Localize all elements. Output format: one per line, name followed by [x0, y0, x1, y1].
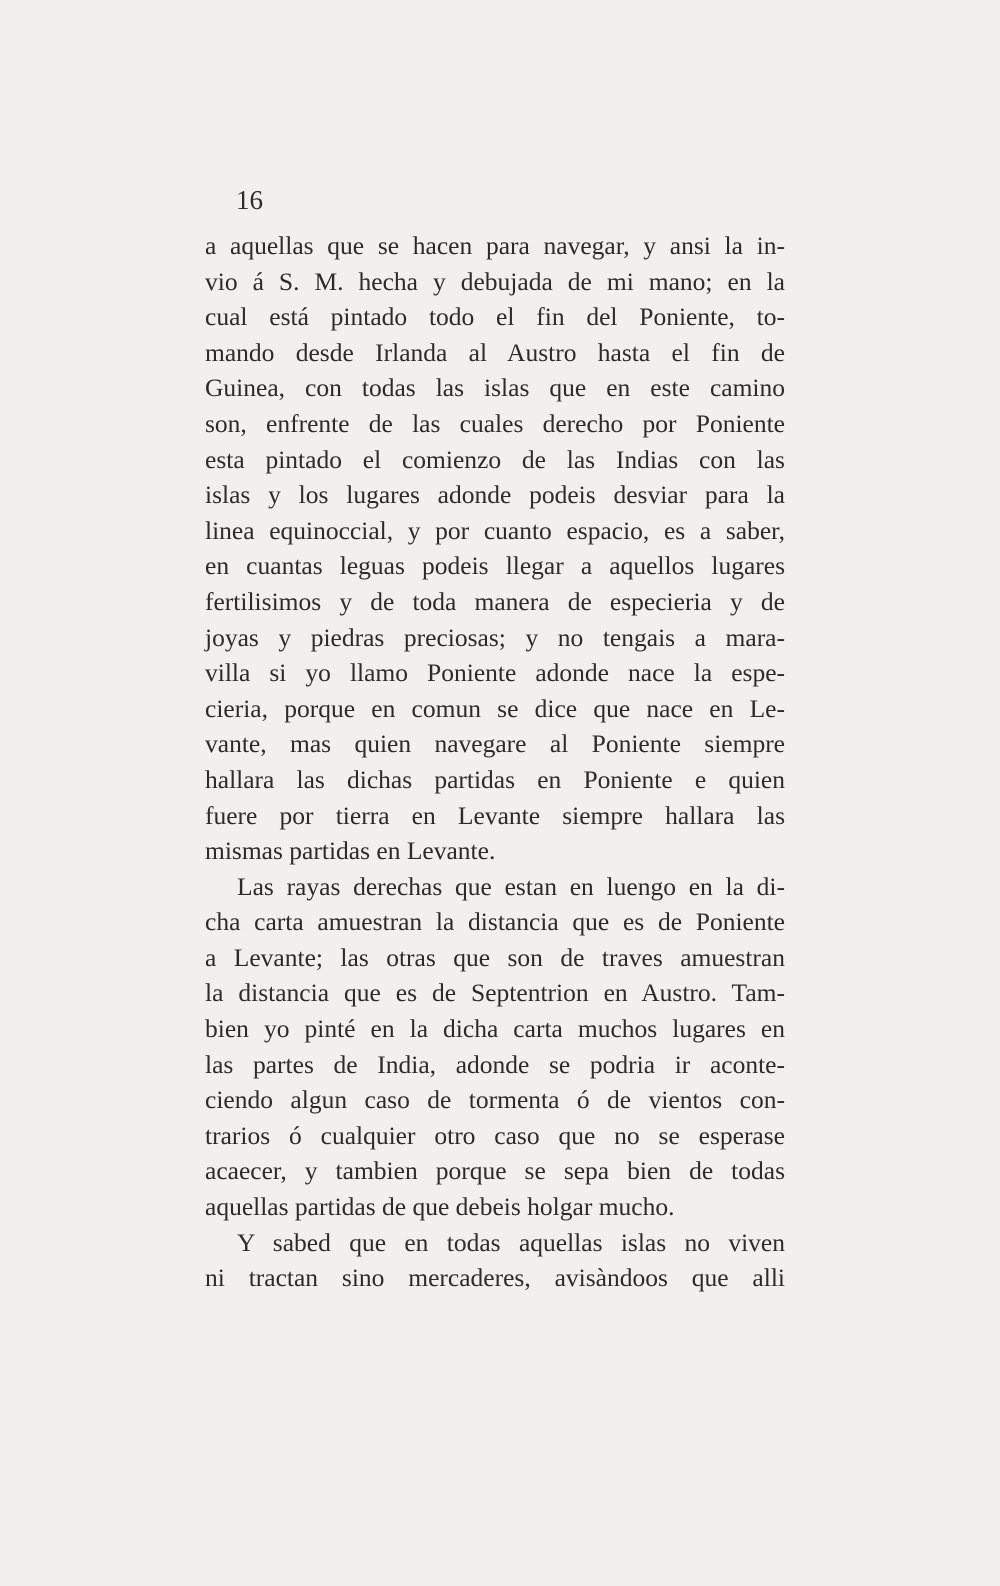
- text-line: fertilisimos y de toda manera de especieria y de: [205, 586, 785, 616]
- text-line: ni tractan sino mercaderes, avisàndoos que alli: [205, 1263, 785, 1293]
- paragraph-last-line: mismas partidas en Levante.: [205, 836, 496, 866]
- paragraph-first-line: Y sabed que en todas aquellas islas no viven: [237, 1227, 785, 1257]
- text-line: ciendo algun caso de tormenta ó de vientos con-: [205, 1085, 785, 1115]
- page-number: 16: [236, 185, 263, 215]
- text-line: linea equinoccial, y por cuanto espacio, es a saber,: [205, 515, 785, 545]
- text-line: fuere por tierra en Levante siempre hallara las: [205, 800, 785, 830]
- text-line: vante, mas quien navegare al Poniente siempre: [205, 729, 785, 759]
- text-line: villa si yo llamo Poniente adonde nace la espe-: [205, 658, 785, 688]
- text-line: islas y los lugares adonde podeis desviar para la: [205, 480, 785, 510]
- text-line: Guinea, con todas las islas que en este camino: [205, 373, 785, 403]
- text-line: acaecer, y tambien porque se sepa bien de todas: [205, 1156, 785, 1186]
- text-line: son, enfrente de las cuales derecho por Poniente: [205, 408, 785, 438]
- text-line: trarios ó cualquier otro caso que no se esperase: [205, 1120, 785, 1150]
- paragraph-last-line: aquellas partidas de que debeis holgar mucho.: [205, 1192, 675, 1222]
- text-line: hallara las dichas partidas en Poniente e quien: [205, 764, 785, 794]
- text-line: mando desde Irlanda al Austro hasta el fin de: [205, 337, 785, 367]
- text-line: cual está pintado todo el fin del Poniente, to-: [205, 302, 785, 332]
- text-line: bien yo pinté en la dicha carta muchos lugares en: [205, 1014, 785, 1044]
- body-text: [205, 228, 785, 1296]
- text-line: las partes de India, adonde se podria ir aconte-: [205, 1049, 785, 1079]
- text-line: joyas y piedras preciosas; y no tengais a mara-: [205, 622, 785, 652]
- text-line: cha carta amuestran la distancia que es de Poniente: [205, 907, 785, 937]
- text-line: a aquellas que se hacen para navegar, y ansi la in-: [205, 231, 785, 260]
- text-line: la distancia que es de Septentrion en Austro. Tam-: [205, 978, 785, 1008]
- text-line: en cuantas leguas podeis llegar a aquellos lugares: [205, 551, 785, 581]
- text-line: vio á S. M. hecha y debujada de mi mano; en la: [205, 266, 785, 296]
- text-line: cieria, porque en comun se dice que nace en Le-: [205, 693, 785, 723]
- text-line: esta pintado el comienzo de las Indias con las: [205, 444, 785, 474]
- paragraph-first-line: Las rayas derechas que estan en luengo en la di-: [237, 871, 785, 901]
- text-line: a Levante; las otras que son de traves amuestran: [205, 942, 785, 972]
